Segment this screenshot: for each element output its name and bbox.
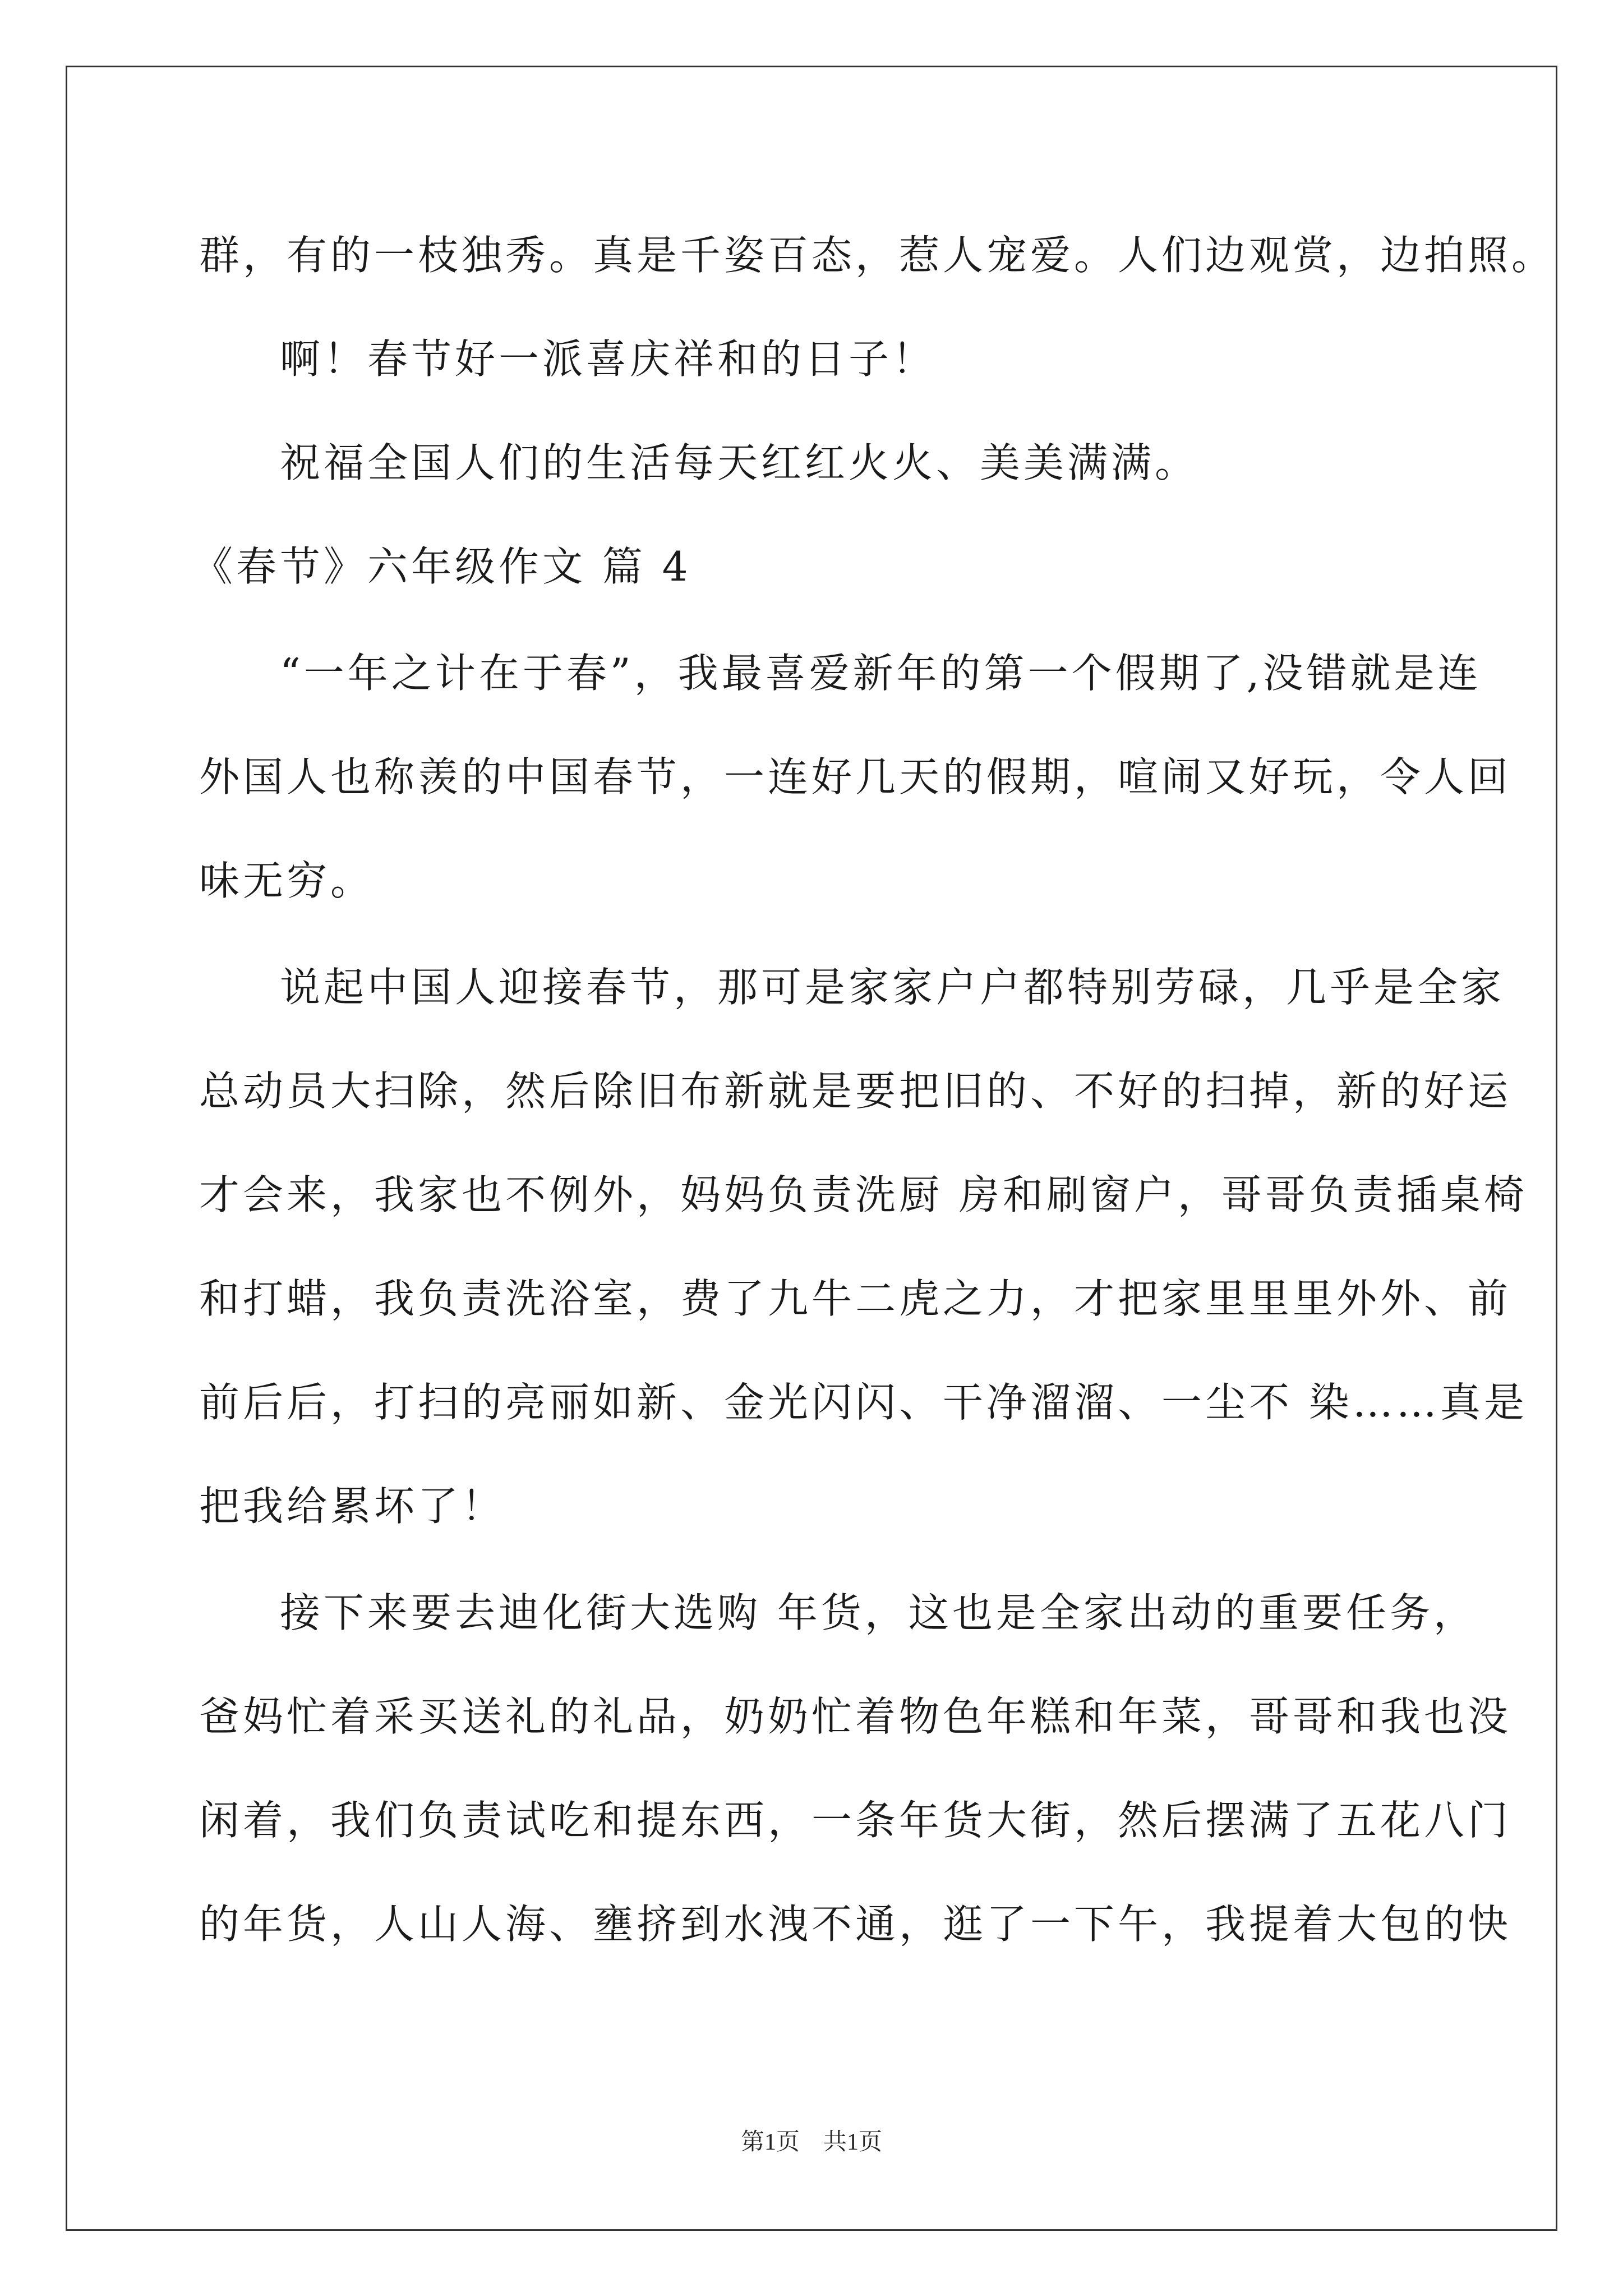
paragraph-line: 把我给累坏了！ (199, 1483, 506, 1530)
section-heading: 《春节》六年级作文 篇 4 (192, 543, 691, 590)
paragraph-line: 接下来要去迪化街大选购 年货，这也是全家出动的重要任务， (280, 1589, 1477, 1636)
paragraph-line: 闲着，我们负责试吃和提东西，一条年货大街，然后摆满了五花八门 (199, 1797, 1512, 1844)
paragraph-line: 的年货，人山人海、壅挤到水洩不通，逛了一下午，我提着大包的快 (199, 1901, 1512, 1948)
paragraph-line: “一年之计在于春”，我最喜爱新年的第一个假期了,没错就是连 (280, 650, 1482, 697)
paragraph-line: 和打蜡，我负责洗浴室，费了九牛二虎之力，才把家里里里外外、前 (199, 1275, 1512, 1322)
paragraph-line: 爸妈忙着采买送礼的礼品，奶奶忙着物色年糕和年菜，哥哥和我也没 (199, 1693, 1512, 1740)
paragraph-line: 祝福全国人们的生活每天红红火火、美美满满。 (280, 439, 1199, 486)
paragraph-line: 群，有的一枝独秀。真是千姿百态，惹人宠爱。人们边观赏，边拍照。 (199, 232, 1556, 279)
paragraph-line: 总动员大扫除，然后除旧布新就是要把旧的、不好的扫掉，新的好运 (199, 1068, 1512, 1115)
paragraph-line: 前后后，打扫的亮丽如新、金光闪闪、干净溜溜、一尘不 染……真是 (199, 1379, 1528, 1426)
paragraph-line: 啊！春节好一派喜庆祥和的日子！ (280, 335, 937, 383)
paragraph-line: 外国人也称羡的中国春节，一连好几天的假期，喧闹又好玩，令人回 (199, 753, 1512, 800)
paragraph-line: 味无穷。 (199, 857, 375, 904)
paragraph-line: 说起中国人迎接春节，那可是家家户户都特别劳碌，几乎是全家 (280, 964, 1505, 1011)
page-number-footer: 第1页 共1页 (740, 2129, 882, 2155)
paragraph-line: 才会来，我家也不例外，妈妈负责洗厨 房和刷窗户，哥哥负责插桌椅 (199, 1171, 1528, 1218)
